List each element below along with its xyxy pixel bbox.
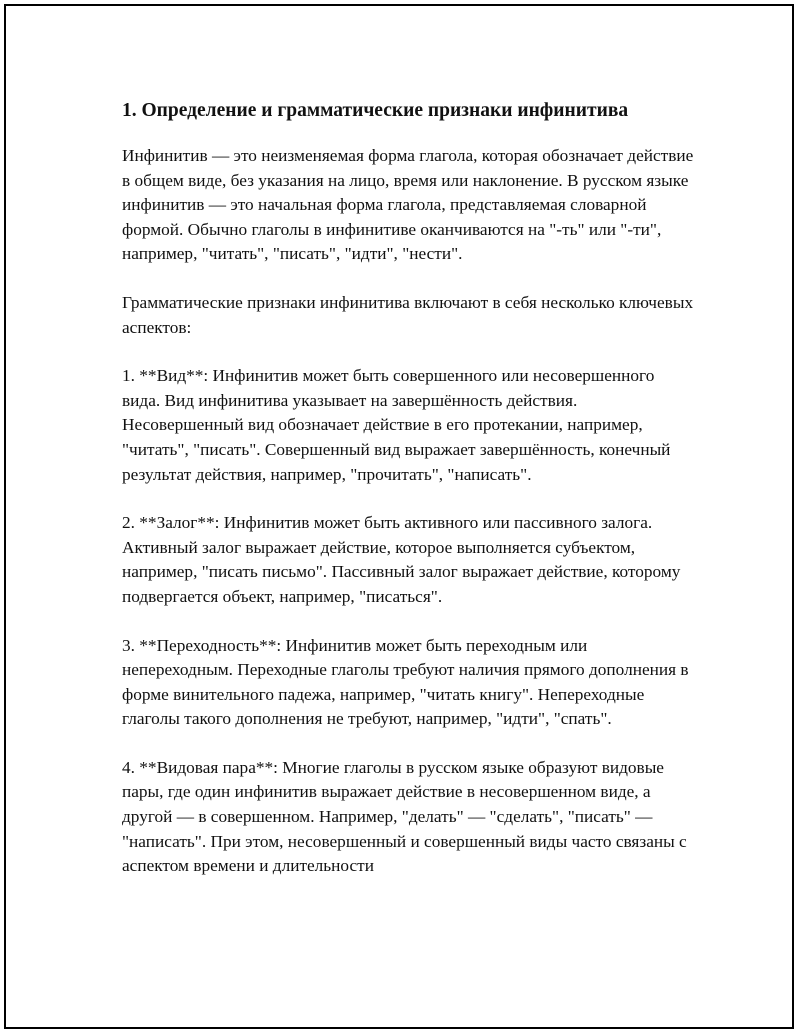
paragraph-definition: Инфинитив — это неизменяемая форма глагола, которая обозначает действие в общем виде, без указания на лицо, время или наклонение. В русском языке инфинитив — это начальная форма глагола, представляемая словарной формой. Обычно глаголы в инфинитиве оканчиваются на "-ть" или "-ти", например, "читать", "писать", "идти", "нести". <box>122 146 694 264</box>
paragraph-aspect: 1. **Вид**: Инфинитив может быть совершенного или несовершенного вида. Вид инфинитива указывает на завершённость действия. Несовершенный вид обозначает действие в его протекании, например, "читать", "писать". Совершенный вид выражает завершённость, конечный результат действия, например, "прочитать", "написать". <box>122 366 671 484</box>
paragraph-intro-features: Грамматические признаки инфинитива включают в себя несколько ключевых аспектов: <box>122 292 694 337</box>
document-body <box>122 98 694 903</box>
paragraph-aspect-pair: 4. **Видовая пара**: Многие глаголы в русском языке образуют видовые пары, где один инфинитив выражает действие в несовершенном виде, а другой — в совершенном. Например, "делать" — "сделать", "писать" — "написать". При этом, несовершенный и совершенный виды часто связаны с аспектом времени и длительности <box>122 757 687 876</box>
document-page <box>4 4 794 1029</box>
paragraph-transitivity: 3. **Переходность**: Инфинитив может быть переходным или непереходным. Переходные глаголы требуют наличия прямого дополнения в форме винительного падежа, например, "читать книгу". Непереходные глаголы такого дополнения не требуют, например, "идти", "спать". <box>122 635 689 729</box>
section-heading: 1. Определение и грамматические признаки инфинитива <box>122 100 629 121</box>
paragraph-voice: 2. **Залог**: Инфинитив может быть активного или пассивного залога. Активный залог выражает действие, которое выполняется субъектом, например, "писать письмо". Пассивный залог выражает действие, которому подвергается объект, например, "писаться". <box>122 513 681 606</box>
